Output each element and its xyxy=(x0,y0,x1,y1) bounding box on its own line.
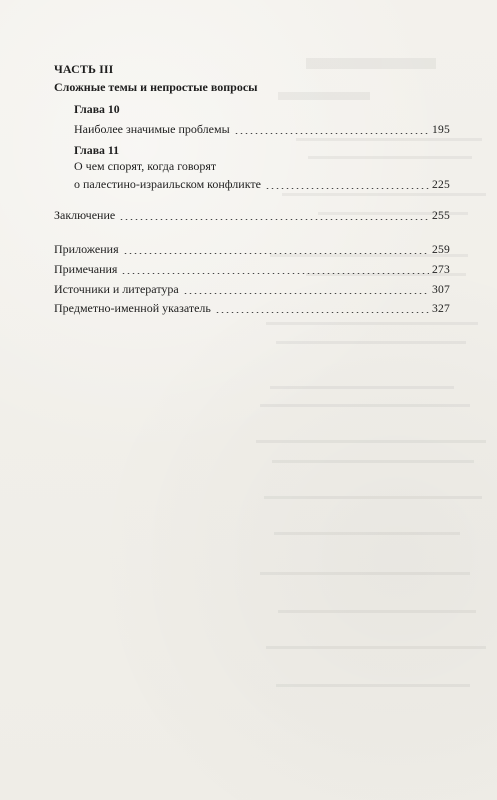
toc-entry xyxy=(54,207,450,223)
dot-leader xyxy=(183,293,429,294)
dot-leader xyxy=(234,133,429,134)
toc-entry xyxy=(54,261,450,277)
toc-entry xyxy=(54,300,450,316)
part-title: Сложные темы и непростые вопросы xyxy=(54,80,258,94)
toc-entry xyxy=(54,241,450,257)
toc-entry xyxy=(54,281,450,297)
dot-leader xyxy=(265,188,429,189)
notes-title: Примечания xyxy=(54,262,118,276)
chapter-10-entry xyxy=(74,121,450,137)
chapter-11-page-number: 225 xyxy=(432,178,450,191)
chapter-11-label: Глава 11 xyxy=(74,143,120,157)
chapter-10-title: Наиболее значимые проблемы xyxy=(74,122,230,136)
part-label: ЧАСТЬ III xyxy=(54,62,114,76)
chapter-10-page-number: 195 xyxy=(432,123,450,136)
dot-leader xyxy=(119,219,429,220)
conclusion-page-number: 255 xyxy=(432,209,450,222)
chapter-11-title-line-1: О чем спорят, когда говорят xyxy=(74,159,217,173)
appendices-page-number: 259 xyxy=(432,243,450,256)
show-through-background xyxy=(248,48,497,728)
notes-page-number: 273 xyxy=(432,263,450,276)
chapter-11-title-line-2: о палестино-израильском конфликте xyxy=(74,177,261,191)
appendices-title: Приложения xyxy=(54,242,119,256)
conclusion-title: Заключение xyxy=(54,208,116,222)
sources-title: Источники и литература xyxy=(54,282,179,296)
sources-page-number: 307 xyxy=(432,283,450,296)
dot-leader xyxy=(121,273,429,274)
dot-leader xyxy=(215,312,429,313)
chapter-11-entry xyxy=(74,176,450,192)
index-title: Предметно-именной указатель xyxy=(54,301,211,315)
index-page-number: 327 xyxy=(432,302,450,315)
dot-leader xyxy=(123,253,429,254)
chapter-10-label: Глава 10 xyxy=(74,102,120,116)
